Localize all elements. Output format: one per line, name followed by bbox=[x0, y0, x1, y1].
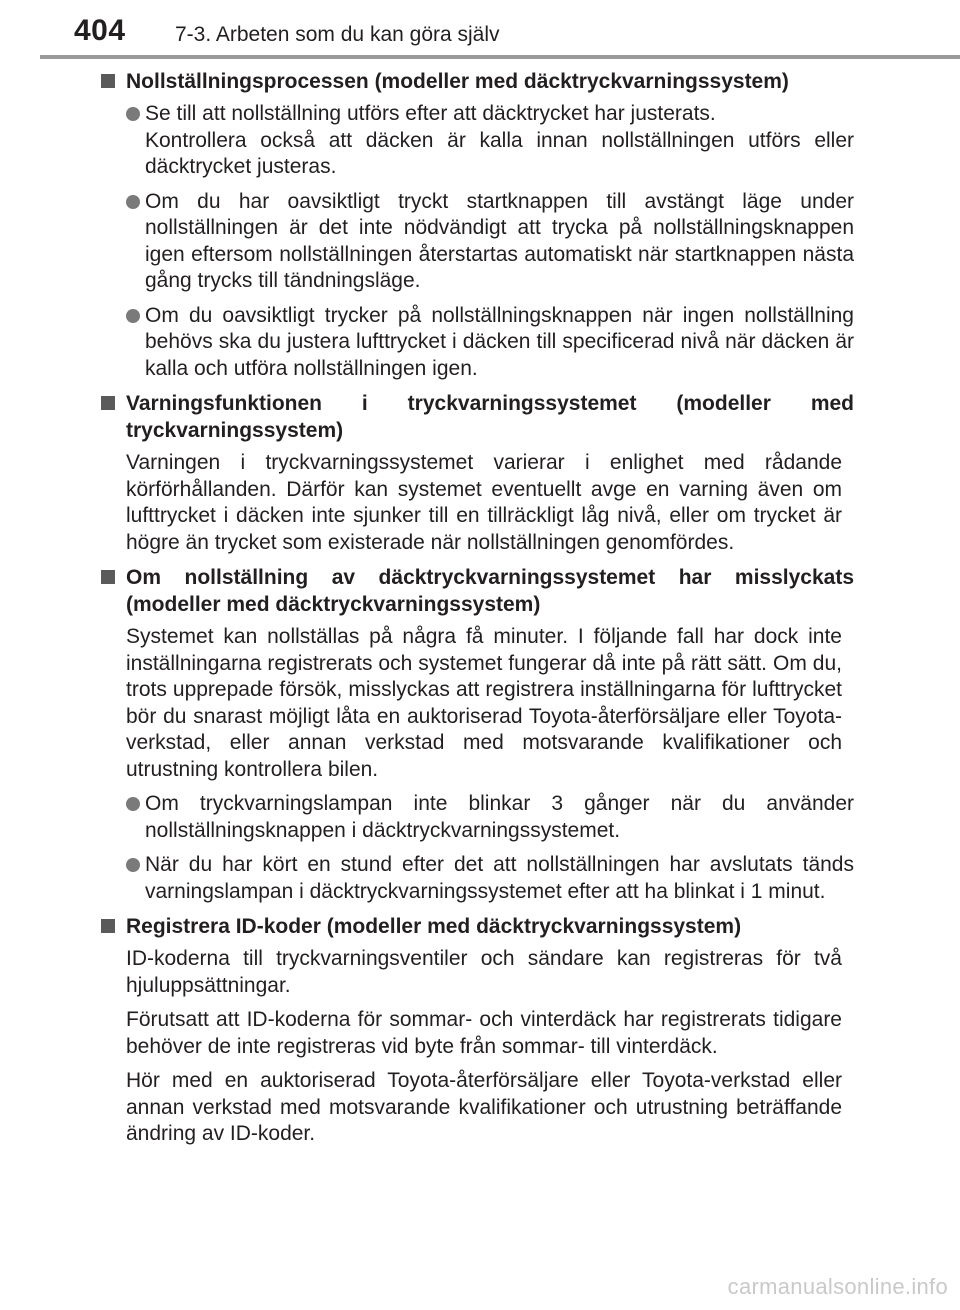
list-item bbox=[126, 303, 854, 383]
bullet-text: Om du har oavsiktligt tryckt startknappen till avstängt läge under nollställningen är det inte nödvändigt att trycka på nollställningsknappen igen eftersom nollställningen återstartas automatiskt när startknappen nästa gång trycks till tändningsläge. bbox=[145, 189, 854, 292]
square-bullet-icon bbox=[101, 74, 115, 88]
paragraph: Systemet kan nollställas på några få minuter. I följande fall har dock inte inställningarna registrerats och systemet fungerar då inte på rätt sätt. Om du, trots upprepade försök, misslyckas att registrera inställningarna för lufttrycket bör du snarast möjligt låta en auktoriserad Toyota-återförsäljare eller Toyota-verkstad, eller annan verkstad med motsvarande kvalifikationer och utrustning kontrollera bilen. bbox=[126, 625, 842, 781]
section-reset-process bbox=[100, 68, 854, 382]
paragraph: ID-koderna till tryckvarningsventiler och sändare kan registreras för två hjuluppsättningar. bbox=[126, 947, 842, 997]
circle-bullet-icon bbox=[126, 797, 140, 811]
section-heading: Om nollställning av däcktryckvarningssystemet har misslyckats (modeller med däcktryckvarningssystem) bbox=[126, 564, 854, 618]
bullet-text: Om tryckvarningslampan inte blinkar 3 gånger när du använder nollställningsknappen i däcktryckvarningssystemet. bbox=[145, 792, 854, 842]
paragraph: Hör med en auktoriserad Toyota-återförsäljare eller Toyota-verkstad eller annan verkstad med motsvarande kvalifikationer och utrustning beträffande ändring av ID-koder. bbox=[126, 1069, 842, 1145]
list-item bbox=[126, 189, 854, 295]
paragraph: Förutsatt att ID-koderna för sommar- och vinterdäck har registrerats tidigare behöver de inte registreras vid byte från sommar- till vinterdäck. bbox=[126, 1008, 842, 1058]
section-register-id-codes bbox=[100, 913, 854, 1148]
header-divider bbox=[40, 55, 960, 59]
bullet-text: När du har kört en stund efter det att nollställningen har avslutats tänds varningslampan i däcktryckvarningssystemet efter att ha blinkat i 1 minut. bbox=[145, 853, 854, 903]
bullet-text: Om du oavsiktligt trycker på nollställningsknappen när ingen nollställning behövs ska du justera lufttrycket i däcken till specificerad nivå när däcken är kalla och utföra nollställningen igen. bbox=[145, 303, 854, 380]
chapter-title: 7-3. Arbeten som du kan göra själv bbox=[175, 23, 500, 46]
list-item bbox=[126, 101, 854, 181]
page-content bbox=[100, 68, 854, 1156]
section-reset-failed bbox=[100, 564, 854, 905]
list-item bbox=[126, 791, 854, 844]
circle-bullet-icon bbox=[126, 107, 140, 121]
square-bullet-icon bbox=[101, 396, 115, 410]
list-item bbox=[126, 852, 854, 905]
section-heading: Varningsfunktionen i tryckvarningssystemet (modeller med tryckvarningssystem) bbox=[126, 390, 854, 444]
paragraph: Varningen i tryckvarningssystemet varierar i enlighet med rådande körförhållanden. Därför kan systemet eventuellt avge en varning även om lufttrycket i däcken inte sjunker till en tillräckligt låg nivå, eller om trycket är högre än trycket som existerade när nollställningen genomfördes. bbox=[126, 451, 842, 554]
section-heading: Nollställningsprocessen (modeller med däcktryckvarningssystem) bbox=[126, 68, 854, 95]
watermark: carmanualsonline.info bbox=[727, 1274, 948, 1299]
circle-bullet-icon bbox=[126, 309, 140, 323]
bullet-text: Se till att nollställning utförs efter att däcktrycket har justerats. bbox=[145, 102, 716, 125]
section-warning-function bbox=[100, 390, 854, 556]
bullet-text: Kontrollera också att däcken är kalla innan nollställningen utförs eller däcktrycket justeras. bbox=[145, 128, 854, 178]
section-heading: Registrera ID-koder (modeller med däcktryckvarningssystem) bbox=[126, 913, 854, 940]
square-bullet-icon bbox=[101, 570, 115, 584]
square-bullet-icon bbox=[101, 919, 115, 933]
circle-bullet-icon bbox=[126, 195, 140, 209]
circle-bullet-icon bbox=[126, 858, 140, 872]
page-number: 404 bbox=[74, 14, 126, 47]
